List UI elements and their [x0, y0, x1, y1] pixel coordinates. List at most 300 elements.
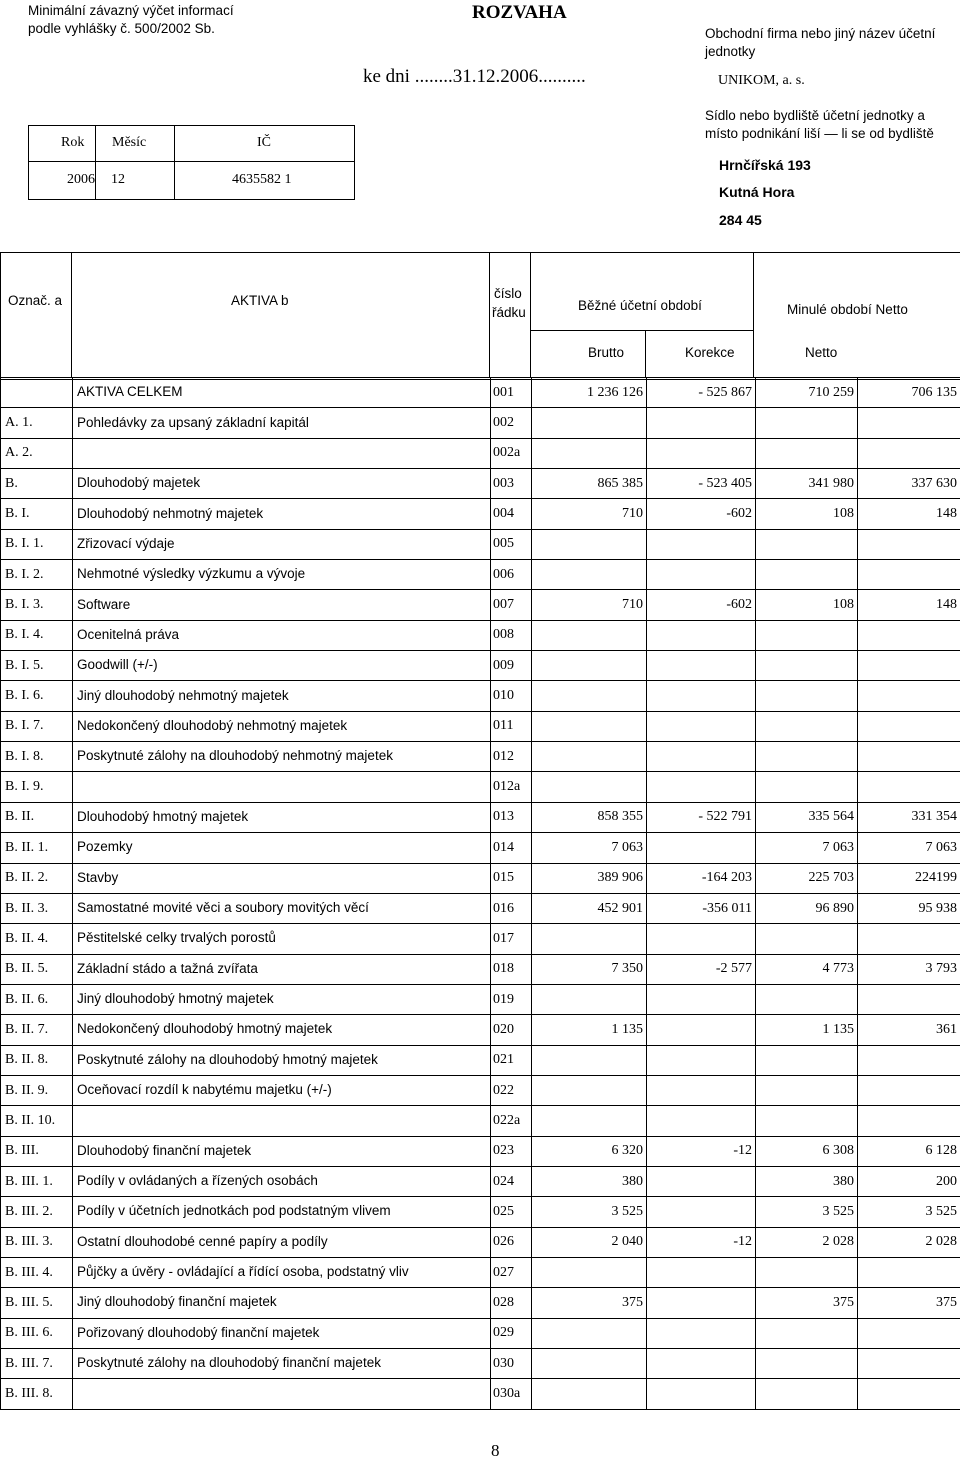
table-row — [1, 1318, 960, 1348]
row-netto — [756, 620, 858, 650]
row-label — [73, 772, 491, 802]
row-mark: B. II. 4. — [1, 924, 73, 954]
row-brutto: 375 — [532, 1288, 647, 1318]
firm-label-line-2: jednotky — [705, 44, 756, 59]
row-korekce — [647, 1106, 756, 1136]
row-label-text: Pořizovaný dlouhodobý finanční majetek — [77, 1324, 320, 1340]
row-netto: 380 — [756, 1166, 858, 1196]
row-previous-netto — [858, 1045, 960, 1075]
row-number: 028 — [491, 1288, 532, 1318]
row-label-text: Pozemky — [77, 839, 133, 855]
header-korekce: Korekce — [685, 345, 735, 360]
row-label — [73, 802, 491, 832]
row-netto — [756, 651, 858, 681]
row-netto: 7 063 — [756, 833, 858, 863]
row-label-text: Dlouhodobý majetek — [77, 475, 201, 491]
row-label-text: Zřizovací výdaje — [77, 535, 175, 551]
row-netto — [756, 1045, 858, 1075]
row-netto — [756, 1075, 858, 1105]
row-previous-netto — [858, 984, 960, 1014]
row-netto: 6 308 — [756, 1136, 858, 1166]
table-row — [1, 1015, 960, 1045]
row-mark: B. II. 1. — [1, 833, 73, 863]
table-row — [1, 1288, 960, 1318]
period-month-value: 12 — [111, 172, 125, 187]
period-ic-value: 4635582 1 — [232, 172, 292, 187]
row-mark — [1, 378, 73, 408]
row-korekce — [647, 1379, 756, 1409]
row-label — [73, 1257, 491, 1287]
row-number: 008 — [491, 620, 532, 650]
row-previous-netto — [858, 1379, 960, 1409]
balance-date — [363, 66, 586, 88]
row-mark: A. 2. — [1, 438, 73, 468]
table-row — [1, 802, 960, 832]
row-brutto — [532, 711, 647, 741]
row-netto: 108 — [756, 590, 858, 620]
row-brutto — [532, 529, 647, 559]
header-divider-assets — [489, 252, 490, 378]
row-korekce — [647, 408, 756, 438]
row-mark: B. III. 3. — [1, 1227, 73, 1257]
row-brutto — [532, 1257, 647, 1287]
row-brutto — [532, 1379, 647, 1409]
row-number: 021 — [491, 1045, 532, 1075]
row-label-text: Goodwill (+/-) — [77, 657, 158, 673]
row-label-text: Oceňovací rozdíl k nabytému majetku (+/-) — [77, 1082, 332, 1098]
row-korekce — [647, 984, 756, 1014]
row-brutto — [532, 1349, 647, 1379]
row-netto: 710 259 — [756, 378, 858, 408]
row-brutto — [532, 1075, 647, 1105]
row-number: 013 — [491, 802, 532, 832]
row-brutto: 865 385 — [532, 469, 647, 499]
table-row — [1, 590, 960, 620]
table-row — [1, 772, 960, 802]
row-mark: B. III. 8. — [1, 1379, 73, 1409]
period-box-col-divider-2 — [174, 125, 175, 199]
row-label-text: AKTIVA CELKEM — [77, 384, 183, 400]
row-netto: 3 525 — [756, 1197, 858, 1227]
row-label — [73, 954, 491, 984]
table-row — [1, 1106, 960, 1136]
row-korekce — [647, 833, 756, 863]
row-netto — [756, 742, 858, 772]
row-mark: B. II. 7. — [1, 1015, 73, 1045]
table-row — [1, 984, 960, 1014]
row-label — [73, 1227, 491, 1257]
row-previous-netto — [858, 742, 960, 772]
table-row — [1, 954, 960, 984]
row-previous-netto: 361 — [858, 1015, 960, 1045]
row-previous-netto — [858, 560, 960, 590]
row-label-text: Poskytnuté zálohy na dlouhodobý hmotný majetek — [77, 1051, 378, 1067]
row-number: 010 — [491, 681, 532, 711]
row-label-text: Stavby — [77, 869, 119, 885]
row-korekce — [647, 620, 756, 650]
row-number: 029 — [491, 1318, 532, 1348]
period-year-label: Rok — [61, 135, 85, 150]
firm-name: UNIKOM, a. s. — [718, 73, 805, 88]
row-mark: B. III. 7. — [1, 1349, 73, 1379]
row-number: 006 — [491, 560, 532, 590]
row-label-text: Dlouhodobý hmotný majetek — [77, 808, 249, 824]
row-label-text: Podíly v účetních jednotkách pod podstatným vlivem — [77, 1203, 391, 1219]
row-label — [73, 1015, 491, 1045]
row-mark: B. II. — [1, 802, 73, 832]
row-previous-netto: 6 128 — [858, 1136, 960, 1166]
row-label — [73, 924, 491, 954]
row-label — [73, 560, 491, 590]
row-previous-netto: 7 063 — [858, 833, 960, 863]
row-mark: B. II. 5. — [1, 954, 73, 984]
row-korekce: -12 — [647, 1136, 756, 1166]
row-number: 007 — [491, 590, 532, 620]
row-previous-netto: 375 — [858, 1288, 960, 1318]
row-mark: B. I. 3. — [1, 590, 73, 620]
row-mark: B. I. 8. — [1, 742, 73, 772]
row-label — [73, 1349, 491, 1379]
row-number: 025 — [491, 1197, 532, 1227]
table-row — [1, 681, 960, 711]
row-mark: B. II. 8. — [1, 1045, 73, 1075]
row-netto — [756, 438, 858, 468]
row-previous-netto — [858, 651, 960, 681]
row-korekce — [647, 924, 756, 954]
period-year-value: 2006 — [67, 172, 95, 187]
table-row — [1, 1075, 960, 1105]
row-label-text: Software — [77, 596, 131, 612]
info-line-1: Minimální závazný výčet informací — [28, 3, 234, 18]
row-previous-netto — [858, 1257, 960, 1287]
firm-label-line-1: Obchodní firma nebo jiný název účetní — [705, 26, 936, 41]
table-row — [1, 1166, 960, 1196]
row-brutto: 710 — [532, 590, 647, 620]
row-label — [73, 378, 491, 408]
page-number: 8 — [491, 1441, 500, 1460]
row-label — [73, 499, 491, 529]
table-row — [1, 651, 960, 681]
row-previous-netto — [858, 681, 960, 711]
row-label — [73, 1106, 491, 1136]
table-row — [1, 529, 960, 559]
row-previous-netto — [858, 620, 960, 650]
header-previous-period: Minulé období Netto — [787, 302, 908, 317]
row-brutto — [532, 1318, 647, 1348]
row-netto — [756, 1349, 858, 1379]
row-netto: 108 — [756, 499, 858, 529]
table-row — [1, 1197, 960, 1227]
row-mark: A. 1. — [1, 408, 73, 438]
period-box-col-divider-1 — [95, 125, 96, 199]
row-label — [73, 438, 491, 468]
date-dots-left: ........ — [414, 66, 453, 87]
table-row — [1, 833, 960, 863]
header-divider-rowno — [530, 252, 531, 378]
row-mark: B. I. 7. — [1, 711, 73, 741]
table-row — [1, 1349, 960, 1379]
row-label — [73, 1075, 491, 1105]
row-previous-netto — [858, 1075, 960, 1105]
row-korekce: -356 011 — [647, 893, 756, 923]
row-brutto: 380 — [532, 1166, 647, 1196]
row-korekce: -2 577 — [647, 954, 756, 984]
page-title: ROZVAHA — [472, 2, 567, 23]
row-number: 018 — [491, 954, 532, 984]
period-month-label: Měsíc — [112, 135, 147, 150]
row-korekce — [647, 742, 756, 772]
row-label — [73, 529, 491, 559]
header-netto: Netto — [805, 345, 838, 360]
row-brutto: 1 135 — [532, 1015, 647, 1045]
row-korekce — [647, 529, 756, 559]
row-label-text: Ocenitelná práva — [77, 626, 180, 642]
row-netto: 375 — [756, 1288, 858, 1318]
row-korekce: - 522 791 — [647, 802, 756, 832]
row-previous-netto — [858, 1318, 960, 1348]
row-mark: B. I. 6. — [1, 681, 73, 711]
row-previous-netto: 3 793 — [858, 954, 960, 984]
address-street: Hrnčířská 193 — [719, 157, 811, 173]
row-number: 012 — [491, 742, 532, 772]
row-number: 009 — [491, 651, 532, 681]
table-row — [1, 408, 960, 438]
table-row — [1, 1227, 960, 1257]
row-number: 022 — [491, 1075, 532, 1105]
period-box-divider — [28, 161, 354, 162]
row-brutto — [532, 438, 647, 468]
row-previous-netto — [858, 924, 960, 954]
row-mark: B. III. 1. — [1, 1166, 73, 1196]
row-mark: B. III. 2. — [1, 1197, 73, 1227]
row-mark: B. — [1, 469, 73, 499]
row-korekce — [647, 1045, 756, 1075]
row-brutto — [532, 620, 647, 650]
row-label-text: Jiný dlouhodobý hmotný majetek — [77, 991, 274, 1007]
row-brutto: 7 063 — [532, 833, 647, 863]
row-brutto — [532, 560, 647, 590]
row-korekce: - 525 867 — [647, 378, 756, 408]
row-number: 012a — [491, 772, 532, 802]
row-number: 024 — [491, 1166, 532, 1196]
row-korekce — [647, 681, 756, 711]
row-label — [73, 1318, 491, 1348]
row-brutto: 858 355 — [532, 802, 647, 832]
row-korekce: -164 203 — [647, 863, 756, 893]
row-previous-netto — [858, 529, 960, 559]
table-row — [1, 893, 960, 923]
row-mark: B. II. 10. — [1, 1106, 73, 1136]
row-label — [73, 1288, 491, 1318]
row-brutto: 7 350 — [532, 954, 647, 984]
row-previous-netto — [858, 772, 960, 802]
table-row — [1, 1136, 960, 1166]
row-brutto — [532, 681, 647, 711]
row-netto — [756, 924, 858, 954]
table-row — [1, 1379, 960, 1409]
row-korekce — [647, 560, 756, 590]
row-korekce — [647, 1075, 756, 1105]
address-city: Kutná Hora — [719, 184, 795, 200]
row-korekce — [647, 438, 756, 468]
row-previous-netto: 337 630 — [858, 469, 960, 499]
row-mark: B. I. 1. — [1, 529, 73, 559]
row-label-text: Poskytnuté zálohy na dlouhodobý finanční majetek — [77, 1355, 381, 1371]
row-number: 003 — [491, 469, 532, 499]
assets-table-body — [1, 378, 960, 1410]
row-mark: B. III. 6. — [1, 1318, 73, 1348]
row-previous-netto: 2 028 — [858, 1227, 960, 1257]
row-number: 002a — [491, 438, 532, 468]
row-label-text: Základní stádo a tažná zvířata — [77, 960, 258, 976]
row-previous-netto — [858, 1349, 960, 1379]
info-line-2: podle vyhlášky č. 500/2002 Sb. — [28, 21, 215, 36]
date-dots-right: .......... — [538, 66, 586, 87]
row-previous-netto: 95 938 — [858, 893, 960, 923]
row-mark: B. III. — [1, 1136, 73, 1166]
row-label — [73, 863, 491, 893]
row-label — [73, 1166, 491, 1196]
row-brutto — [532, 1106, 647, 1136]
row-netto: 4 773 — [756, 954, 858, 984]
header-mark: Označ. a — [8, 293, 63, 308]
row-number: 015 — [491, 863, 532, 893]
table-row — [1, 1257, 960, 1287]
row-number: 014 — [491, 833, 532, 863]
row-label — [73, 1136, 491, 1166]
row-label-text: Jiný dlouhodobý nehmotný majetek — [77, 687, 289, 703]
row-number: 027 — [491, 1257, 532, 1287]
row-label — [73, 469, 491, 499]
row-brutto — [532, 742, 647, 772]
row-number: 030 — [491, 1349, 532, 1379]
table-row — [1, 620, 960, 650]
row-korekce: -602 — [647, 590, 756, 620]
row-previous-netto: 3 525 — [858, 1197, 960, 1227]
header-row-no-1: číslo — [494, 286, 522, 301]
row-previous-netto: 224199 — [858, 863, 960, 893]
row-mark: B. III. 5. — [1, 1288, 73, 1318]
row-number: 020 — [491, 1015, 532, 1045]
date-prefix: ke dni — [363, 66, 410, 87]
row-label-text: Pěstitelské celky trvalých porostů — [77, 930, 276, 946]
row-mark: B. I. 4. — [1, 620, 73, 650]
row-korekce — [647, 651, 756, 681]
row-label-text: Jiný dlouhodobý finanční majetek — [77, 1294, 277, 1310]
header-current-period: Běžné účetní období — [578, 298, 702, 313]
row-korekce — [647, 1288, 756, 1318]
row-netto — [756, 1318, 858, 1348]
row-brutto: 389 906 — [532, 863, 647, 893]
row-number: 019 — [491, 984, 532, 1014]
row-mark: B. II. 3. — [1, 893, 73, 923]
row-label-text: Ostatní dlouhodobé cenné papíry a podíly — [77, 1233, 328, 1249]
row-label — [73, 651, 491, 681]
row-label-text: Nedokončený dlouhodobý nehmotný majetek — [77, 717, 348, 733]
row-netto: 335 564 — [756, 802, 858, 832]
row-brutto: 710 — [532, 499, 647, 529]
row-label-text: Nedokončený dlouhodobý hmotný majetek — [77, 1021, 333, 1037]
row-brutto: 6 320 — [532, 1136, 647, 1166]
header-row-no-2: řádku — [492, 305, 526, 320]
row-label-text: Nehmotné výsledky výzkumu a vývoje — [77, 566, 306, 582]
row-korekce: -12 — [647, 1227, 756, 1257]
row-previous-netto — [858, 438, 960, 468]
row-korekce — [647, 711, 756, 741]
row-mark: B. I. — [1, 499, 73, 529]
row-number: 011 — [491, 711, 532, 741]
row-label — [73, 1045, 491, 1075]
table-row — [1, 378, 960, 408]
row-mark: B. I. 5. — [1, 651, 73, 681]
row-number: 030a — [491, 1379, 532, 1409]
header-assets: AKTIVA b — [231, 293, 289, 308]
row-korekce — [647, 1318, 756, 1348]
row-number: 026 — [491, 1227, 532, 1257]
row-korekce — [647, 1257, 756, 1287]
row-brutto — [532, 984, 647, 1014]
row-netto — [756, 1106, 858, 1136]
header-divider-mark — [71, 252, 72, 378]
row-brutto: 1 236 126 — [532, 378, 647, 408]
row-previous-netto: 200 — [858, 1166, 960, 1196]
row-previous-netto: 148 — [858, 590, 960, 620]
row-korekce — [647, 1015, 756, 1045]
row-mark: B. I. 9. — [1, 772, 73, 802]
header-brutto: Brutto — [588, 345, 625, 360]
table-row — [1, 560, 960, 590]
row-previous-netto: 148 — [858, 499, 960, 529]
row-previous-netto: 331 354 — [858, 802, 960, 832]
row-label — [73, 711, 491, 741]
header-divider-brutto — [645, 330, 646, 378]
row-netto — [756, 1379, 858, 1409]
row-label — [73, 590, 491, 620]
row-brutto: 3 525 — [532, 1197, 647, 1227]
assets-table — [0, 377, 960, 1410]
table-row — [1, 499, 960, 529]
row-label — [73, 1197, 491, 1227]
row-label-text: Pohledávky za upsaný základní kapitál — [77, 414, 309, 430]
row-label — [73, 620, 491, 650]
row-netto — [756, 772, 858, 802]
row-korekce — [647, 1349, 756, 1379]
row-mark: B. II. 2. — [1, 863, 73, 893]
row-korekce — [647, 1166, 756, 1196]
row-number: 001 — [491, 378, 532, 408]
row-mark: B. I. 2. — [1, 560, 73, 590]
row-korekce — [647, 772, 756, 802]
row-previous-netto: 706 135 — [858, 378, 960, 408]
row-netto — [756, 711, 858, 741]
row-label — [73, 681, 491, 711]
row-netto: 2 028 — [756, 1227, 858, 1257]
row-brutto — [532, 1045, 647, 1075]
row-mark: B. II. 9. — [1, 1075, 73, 1105]
row-previous-netto — [858, 408, 960, 438]
row-number: 004 — [491, 499, 532, 529]
row-netto: 225 703 — [756, 863, 858, 893]
row-label-text: Samostatné movité věci a soubory movitých věcí — [77, 900, 369, 916]
row-label — [73, 984, 491, 1014]
row-previous-netto — [858, 711, 960, 741]
row-label-text: Dlouhodobý nehmotný majetek — [77, 505, 264, 521]
row-brutto — [532, 408, 647, 438]
row-label — [73, 893, 491, 923]
row-number: 022a — [491, 1106, 532, 1136]
row-netto: 341 980 — [756, 469, 858, 499]
table-row — [1, 924, 960, 954]
